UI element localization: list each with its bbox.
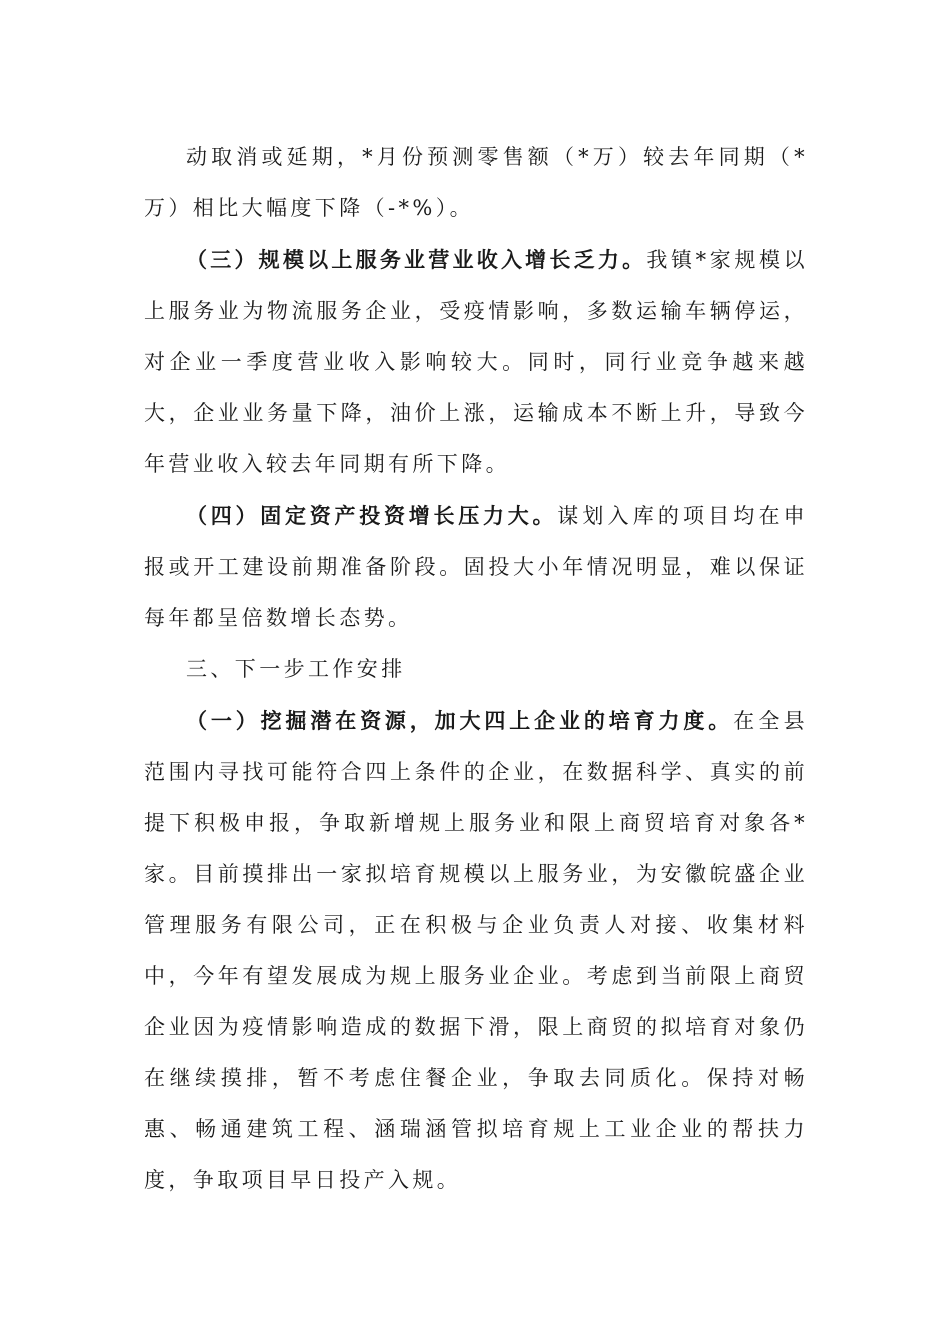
paragraph-lead-cultivation: （一）挖掘潜在资源，加大四上企业的培育力度。: [186, 708, 734, 733]
paragraph-service-revenue: [144, 234, 808, 490]
paragraph-continuation: 动取消或延期，*月份预测零售额（*万）较去年同期（*万）相比大幅度下降（-*%）。: [144, 145, 808, 220]
paragraph-body-service-revenue: 我镇*家规模以上服务业为物流服务企业，受疫情影响，多数运输车辆停运，对企业一季度营业收入影响较大。同时，同行业竞争越来越大，企业业务量下降，油价上涨，运输成本不断上升，导致今年营业收入较去年同期有所下降。: [144, 248, 808, 476]
paragraph-lead-service-revenue: （三）规模以上服务业营业收入增长乏力。: [186, 247, 647, 272]
paragraph-cultivation: [144, 695, 808, 1206]
document-body: [144, 132, 808, 1206]
paragraph-body-fixed-investment: 谋划入库的项目均在申报或开工建设前期准备阶段。固投大小年情况明显，难以保证每年都呈倍数增长态势。: [144, 504, 808, 630]
section-heading-next-steps: 三、下一步工作安排: [186, 657, 406, 681]
paragraph-lead-fixed-investment: （四）固定资产投资增长压力大。: [186, 503, 558, 528]
paragraph-fixed-investment: [144, 490, 808, 644]
paragraph-body-cultivation: 在全县范围内寻找可能符合四上条件的企业，在数据科学、真实的前提下积极申报，争取新增规上服务业和限上商贸培育对象各*家。目前摸排出一家拟培育规模以上服务业，为安徽皖盛企业管理服务有限公司，正在积极与企业负责人对接、收集材料中，今年有望发展成为规上服务业企业。考虑到当前限上商贸企业因为疫情影响造成的数据下滑，限上商贸的拟培育对象仍在继续摸排，暂不考虑住餐企业，争取去同质化。保持对畅惠、畅通建筑工程、涵瑞涵管拟培育规上工业企业的帮扶力度，争取项目早日投产入规。: [144, 709, 808, 1192]
